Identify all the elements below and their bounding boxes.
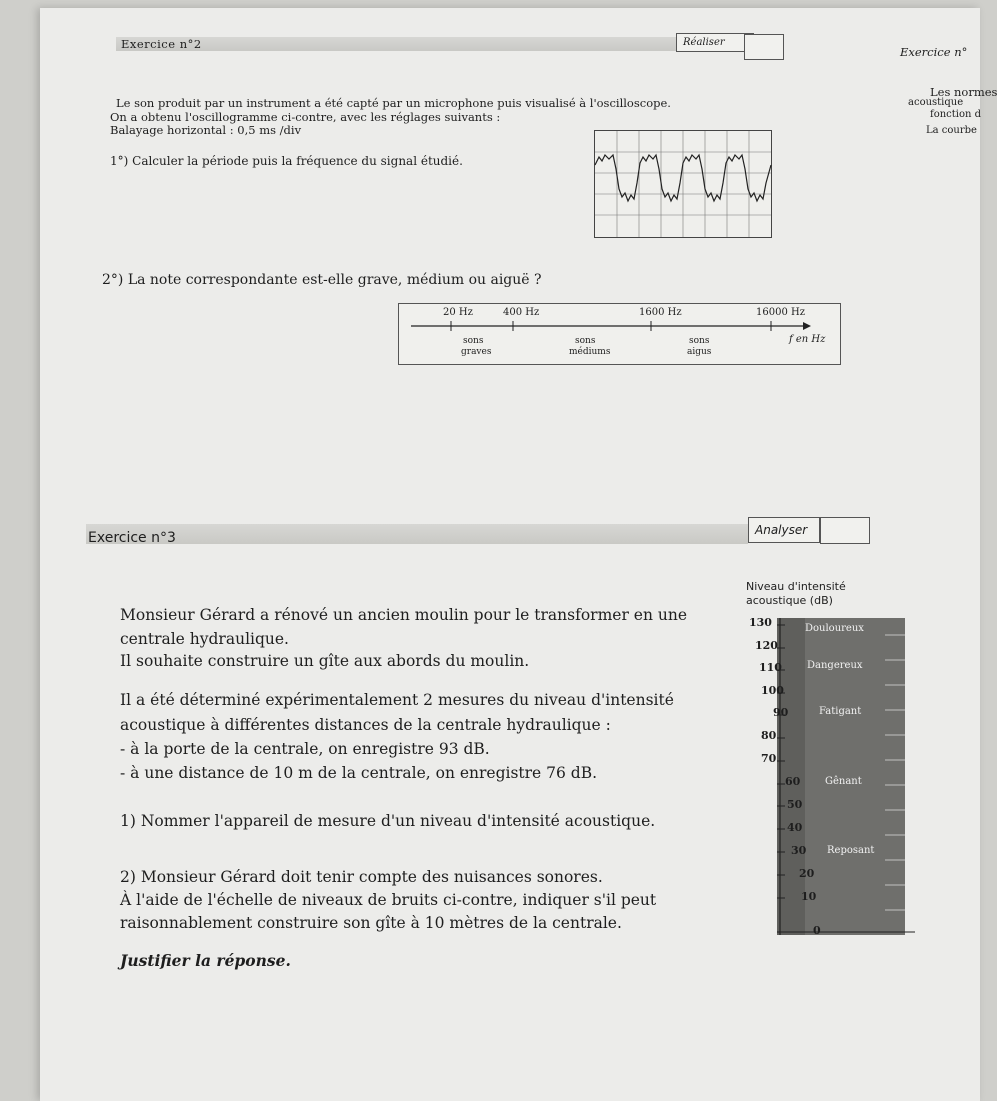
side-text-1: Les normes [930, 85, 997, 99]
db-10: 10 [801, 890, 817, 903]
ex3-skill-box [820, 517, 870, 544]
ex3-question-2-line2: À l'aide de l'échelle de niveaux de bruits ci-contre, indiquer s'il peut [120, 891, 657, 909]
db-70: 70 [761, 752, 777, 765]
db-60: 60 [785, 775, 801, 788]
ex2-line3: Balayage horizontal : 0,5 ms /div [110, 123, 302, 137]
ex3-para2-line2: acoustique à différentes distances de la centrale hydraulique : [120, 716, 611, 734]
ex3-para1-line2: centrale hydraulique. [120, 630, 289, 648]
ex3-question-1: 1) Nommer l'appareil de mesure d'un niveau d'intensité acoustique. [120, 812, 656, 830]
zone-douloureux: Douloureux [805, 623, 864, 634]
zone-dangereux: Dangereux [807, 660, 863, 671]
db-50: 50 [787, 798, 803, 811]
zone-graves-l1: sons [463, 336, 484, 346]
freq-400hz: 400 Hz [503, 307, 540, 318]
ex2-skill-label: Réaliser [676, 33, 754, 52]
side-text-3: fonction d [930, 109, 982, 120]
db-20: 20 [799, 867, 815, 880]
ex3-para2-line3: - à la porte de la centrale, on enregistre 93 dB. [120, 740, 490, 758]
ex2-line2: On a obtenu l'oscillogramme ci-contre, avec les réglages suivants : [110, 110, 501, 124]
frequency-scale [398, 303, 841, 365]
ex3-question-2-line4: Justifier la réponse. [120, 951, 291, 970]
ex2-question-1: 1°) Calculer la période puis la fréquence du signal étudié. [110, 154, 463, 168]
ex2-skill-box [744, 34, 784, 60]
freq-20hz: 20 Hz [443, 307, 473, 318]
oscillogram [594, 130, 772, 238]
db-120: 120 [755, 639, 778, 652]
ex2-question-2: 2°) La note correspondante est-elle grave, médium ou aiguë ? [102, 272, 542, 288]
ex3-para2-line1: Il a été déterminé expérimentalement 2 mesures du niveau d'intensité [120, 691, 674, 709]
ex3-header-bar [86, 524, 748, 544]
ex3-next-title: Exercice n° [900, 45, 968, 59]
oscillogram-screen [595, 131, 771, 237]
ex3-para1-line3: Il souhaite construire un gîte aux abords du moulin. [120, 652, 530, 670]
db-100: 100 [761, 684, 784, 697]
zone-fatigant: Fatigant [819, 706, 862, 717]
db-40: 40 [787, 821, 803, 834]
db-80: 80 [761, 729, 777, 742]
ex2-title: Exercice n°2 [121, 37, 202, 51]
freq-1600hz: 1600 Hz [639, 307, 682, 318]
db-130: 130 [749, 616, 772, 629]
ex3-question-2-line3: raisonnablement construire son gîte à 10 mètres de la centrale. [120, 914, 622, 932]
db-scale-title-2: acoustique (dB) [746, 594, 833, 607]
ex3-para2-line4: - à une distance de 10 m de la centrale, on enregistre 76 dB. [120, 764, 598, 782]
zone-mediums-l1: sons [575, 336, 596, 346]
db-110: 110 [759, 661, 782, 674]
zone-graves-l2: graves [461, 347, 492, 357]
ex3-skill-label: Analyser [748, 517, 820, 543]
ex2-line1: Le son produit par un instrument a été capté par un microphone puis visualisé à l'oscilloscope. [116, 96, 671, 110]
ex3-question-2-line1: 2) Monsieur Gérard doit tenir compte des nuisances sonores. [120, 868, 603, 886]
zone-aigus-l2: aigus [687, 347, 712, 357]
zone-mediums-l2: médiums [569, 347, 611, 357]
db-scale [745, 610, 915, 950]
freq-unit: f en Hz [789, 334, 826, 345]
zone-reposant: Reposant [827, 845, 875, 856]
db-30: 30 [791, 844, 807, 857]
freq-axis [399, 318, 840, 338]
ex3-para1-line1: Monsieur Gérard a rénové un ancien moulin pour le transformer en une [120, 606, 687, 624]
zone-aigus-l1: sons [689, 336, 710, 346]
db-scale-title-1: Niveau d'intensité [746, 580, 846, 593]
zone-genant: Gênant [825, 776, 862, 787]
ex3-title: Exercice n°3 [88, 530, 176, 546]
db-0: 0 [813, 924, 821, 937]
freq-16000hz: 16000 Hz [756, 307, 805, 318]
side-text-2: acoustique [908, 97, 964, 108]
side-text-4: La courbe [926, 125, 977, 136]
db-90: 90 [773, 706, 789, 719]
